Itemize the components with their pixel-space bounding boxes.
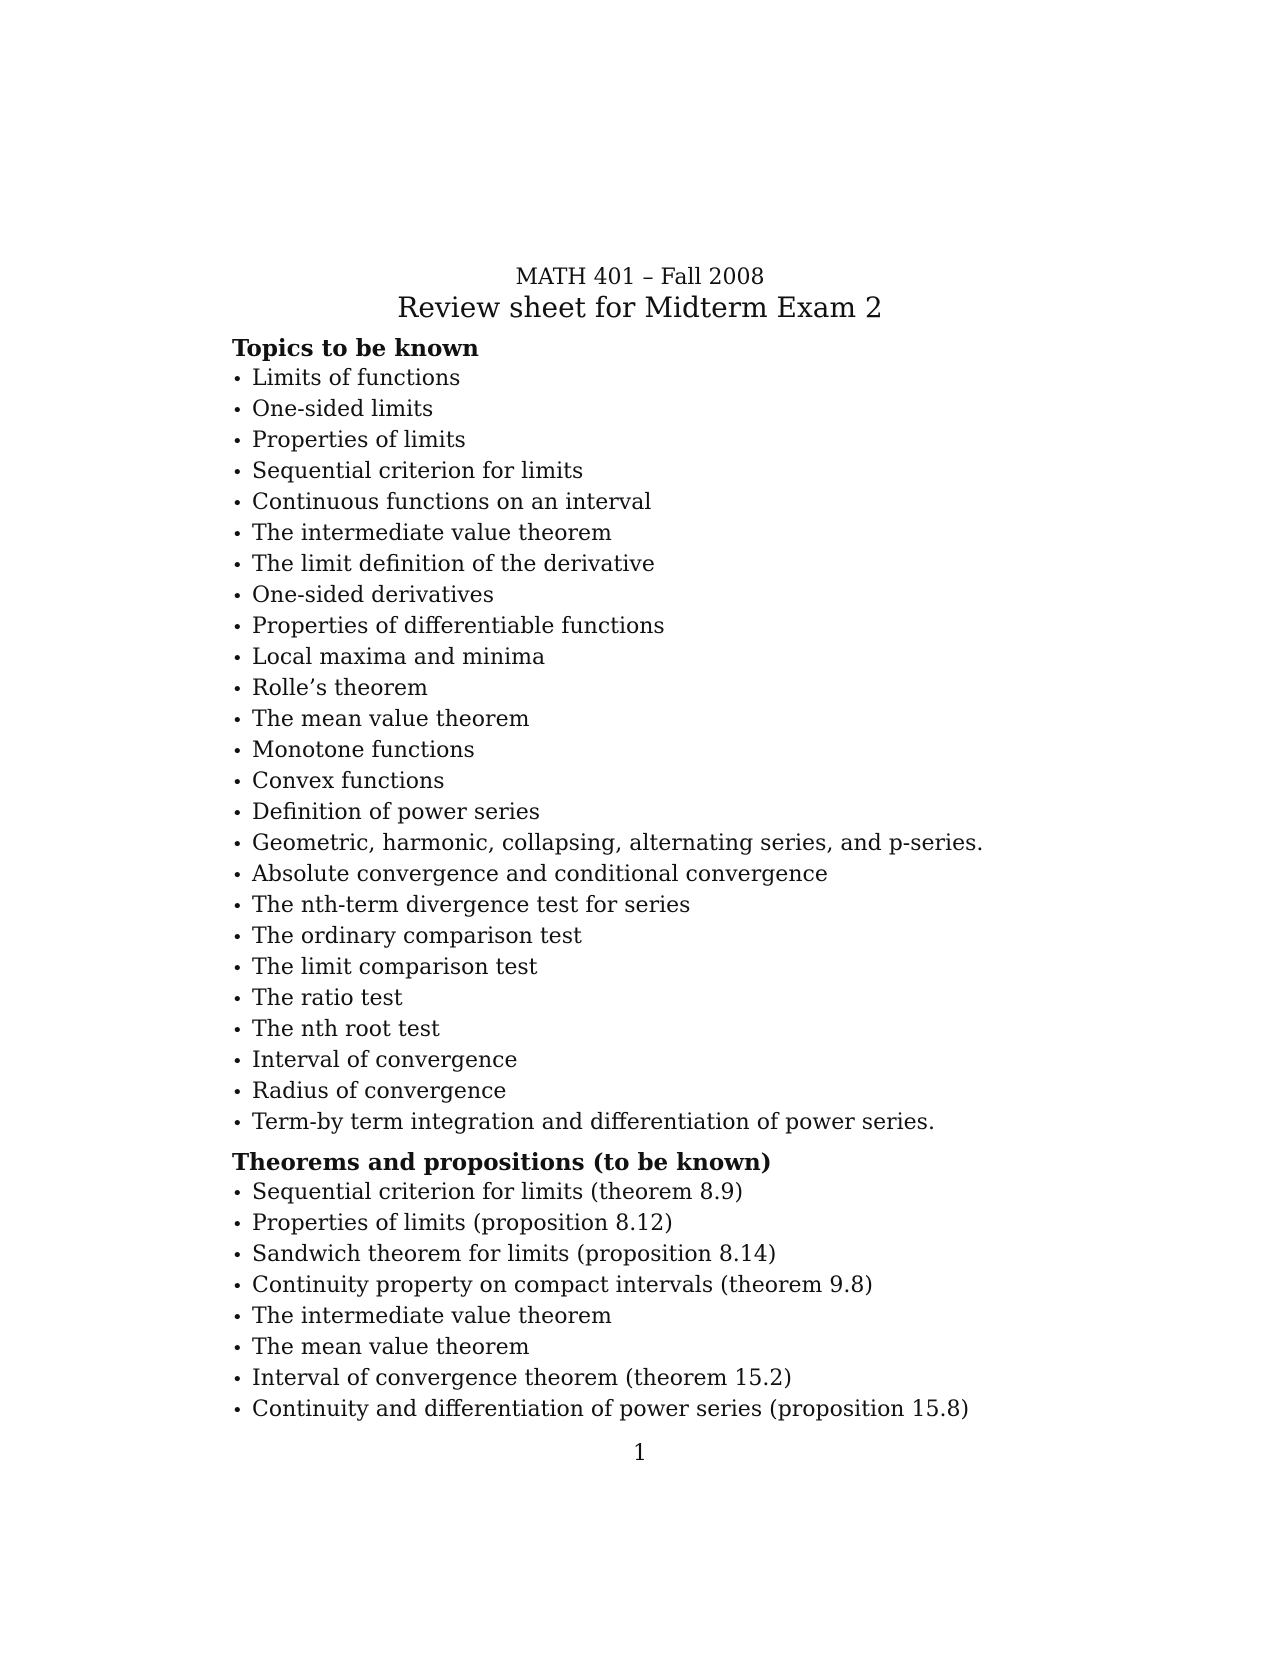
bullet-icon: • [232, 1276, 243, 1297]
list-item-text: The intermediate value theorem [252, 521, 612, 546]
list-item-text: Term-by term integration and differentiation of power series. [252, 1110, 935, 1135]
list-item-text: Limits of functions [252, 366, 461, 391]
theorems-list [232, 1178, 1092, 1426]
list-item [232, 674, 1092, 705]
bullet-icon: • [232, 431, 243, 452]
list-item-text: Rolle’s theorem [252, 676, 428, 701]
section-heading-theorems: Theorems and propositions (to be known) [232, 1149, 772, 1176]
list-item-text: Interval of convergence theorem (theorem 15.2) [252, 1366, 792, 1391]
list-item [232, 550, 1092, 581]
list-item [232, 891, 1092, 922]
bullet-icon: • [232, 741, 243, 762]
list-item [232, 519, 1092, 550]
list-item [232, 1015, 1092, 1046]
list-item-text: Continuity property on compact intervals (theorem 9.8) [252, 1273, 873, 1298]
bullet-icon: • [232, 1214, 243, 1235]
bullet-icon: • [232, 1369, 243, 1390]
list-item-text: Properties of differentiable functions [252, 614, 665, 639]
bullet-icon: • [232, 400, 243, 421]
list-item [232, 1364, 1092, 1395]
bullet-icon: • [232, 617, 243, 638]
list-item [232, 395, 1092, 426]
bullet-icon: • [232, 834, 243, 855]
list-item-text: Properties of limits (proposition 8.12) [252, 1211, 673, 1236]
list-item-text: The nth-term divergence test for series [252, 893, 691, 918]
list-item-text: The intermediate value theorem [252, 1304, 612, 1329]
list-item-text: The ratio test [252, 986, 403, 1011]
list-item-text: Properties of limits [252, 428, 466, 453]
bullet-icon: • [232, 1245, 243, 1266]
list-item [232, 612, 1092, 643]
bullet-icon: • [232, 555, 243, 576]
list-item [232, 1302, 1092, 1333]
bullet-icon: • [232, 803, 243, 824]
list-item [232, 1395, 1092, 1426]
list-item-text: Sandwich theorem for limits (proposition 8.14) [252, 1242, 777, 1267]
list-item [232, 798, 1092, 829]
list-item [232, 1271, 1092, 1302]
list-item [232, 1077, 1092, 1108]
list-item [232, 1209, 1092, 1240]
bullet-icon: • [232, 1082, 243, 1103]
bullet-icon: • [232, 865, 243, 886]
list-item-text: Geometric, harmonic, collapsing, alternating series, and p-series. [252, 831, 984, 856]
list-item [232, 364, 1092, 395]
bullet-icon: • [232, 1051, 243, 1072]
list-item-text: The mean value theorem [252, 707, 530, 732]
bullet-icon: • [232, 989, 243, 1010]
section-heading-topics: Topics to be known [232, 335, 479, 362]
bullet-icon: • [232, 927, 243, 948]
list-item [232, 1240, 1092, 1271]
bullet-icon: • [232, 524, 243, 545]
list-item [232, 705, 1092, 736]
list-item [232, 767, 1092, 798]
list-item-text: Interval of convergence [252, 1048, 518, 1073]
list-item-text: The limit comparison test [252, 955, 538, 980]
list-item [232, 1108, 1092, 1139]
list-item [232, 426, 1092, 457]
list-item-text: One-sided limits [252, 397, 434, 422]
bullet-icon: • [232, 493, 243, 514]
list-item-text: Definition of power series [252, 800, 541, 825]
bullet-icon: • [232, 679, 243, 700]
bullet-icon: • [232, 1020, 243, 1041]
list-item [232, 488, 1092, 519]
list-item-text: The mean value theorem [252, 1335, 530, 1360]
bullet-icon: • [232, 772, 243, 793]
bullet-icon: • [232, 710, 243, 731]
bullet-icon: • [232, 1338, 243, 1359]
list-item-text: Radius of convergence [252, 1079, 507, 1104]
list-item [232, 860, 1092, 891]
list-item [232, 922, 1092, 953]
topics-list [232, 364, 1092, 1139]
bullet-icon: • [232, 586, 243, 607]
bullet-icon: • [232, 958, 243, 979]
list-item-text: One-sided derivatives [252, 583, 494, 608]
section-spacer [232, 1139, 1092, 1148]
page-title: Review sheet for Midterm Exam 2 [397, 291, 883, 324]
list-item [232, 1333, 1092, 1364]
list-item [232, 829, 1092, 860]
list-item [232, 1046, 1092, 1077]
list-item-text: Sequential criterion for limits [252, 459, 584, 484]
bullet-icon: • [232, 462, 243, 483]
list-item-text: The limit definition of the derivative [252, 552, 655, 577]
course-line: MATH 401 – Fall 2008 [515, 265, 765, 290]
list-item-text: Sequential criterion for limits (theorem 8.9) [252, 1180, 744, 1205]
bullet-icon: • [232, 1113, 243, 1134]
list-item-text: Absolute convergence and conditional convergence [252, 862, 828, 887]
list-item [232, 984, 1092, 1015]
list-item-text: Local maxima and minima [252, 645, 546, 670]
list-item [232, 736, 1092, 767]
bullet-icon: • [232, 1307, 243, 1328]
bullet-icon: • [232, 896, 243, 917]
list-item-text: The nth root test [252, 1017, 440, 1042]
list-item [232, 581, 1092, 612]
bullet-icon: • [232, 1400, 243, 1421]
list-item [232, 457, 1092, 488]
list-item [232, 953, 1092, 984]
document-body [232, 334, 1092, 1426]
list-item-text: Monotone functions [252, 738, 475, 763]
list-item [232, 643, 1092, 674]
bullet-icon: • [232, 648, 243, 669]
list-item-text: Continuous functions on an interval [252, 490, 652, 515]
page-number: 1 [633, 1441, 647, 1466]
list-item-text: The ordinary comparison test [252, 924, 582, 949]
bullet-icon: • [232, 1183, 243, 1204]
bullet-icon: • [232, 369, 243, 390]
list-item-text: Continuity and differentiation of power series (proposition 15.8) [252, 1397, 970, 1422]
list-item-text: Convex functions [252, 769, 445, 794]
list-item [232, 1178, 1092, 1209]
